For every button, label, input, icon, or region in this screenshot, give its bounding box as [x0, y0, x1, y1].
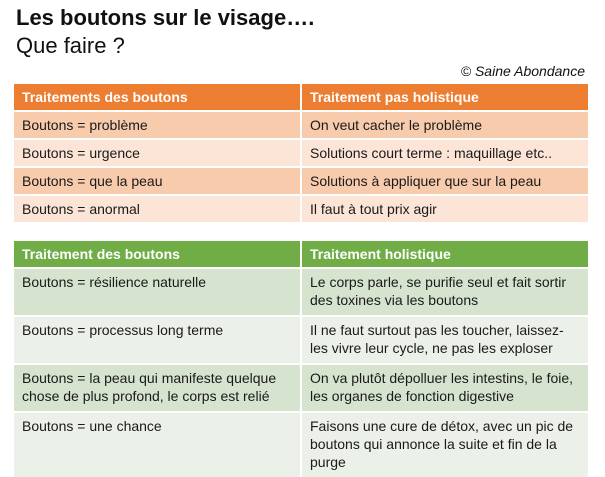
table-cell: Boutons = processus long terme — [14, 316, 301, 364]
table-cell: Boutons = résilience naturelle — [14, 268, 301, 316]
table-cell: Boutons = une chance — [14, 412, 301, 477]
table-cell: Il faut à tout prix agir — [301, 195, 588, 222]
copyright-notice: © Saine Abondance — [460, 63, 585, 79]
table-cell: Solutions à appliquer que sur la peau — [301, 167, 588, 195]
table-row — [14, 139, 588, 167]
table-header-row — [14, 84, 588, 111]
table-row — [14, 111, 588, 139]
table-row — [14, 412, 588, 477]
table-cell: Boutons = la peau qui manifeste quelque chose de plus profond, le corps est relié — [14, 364, 301, 412]
column-header: Traitement pas holistique — [301, 84, 588, 111]
holistic-treatment-table — [14, 241, 588, 477]
table-cell: Boutons = problème — [14, 111, 301, 139]
table-row — [14, 316, 588, 364]
column-header: Traitements des boutons — [14, 84, 301, 111]
page-title: Les boutons sur le visage…. — [16, 5, 315, 30]
table-cell: Le corps parle, se purifie seul et fait sortir des toxines via les boutons — [301, 268, 588, 316]
table-cell: Boutons = que la peau — [14, 167, 301, 195]
table-row — [14, 195, 588, 222]
table-cell: Boutons = anormal — [14, 195, 301, 222]
page-subtitle: Que faire ? — [16, 33, 125, 58]
table-row — [14, 268, 588, 316]
table-cell: On veut cacher le problème — [301, 111, 588, 139]
non-holistic-treatment-table — [14, 84, 588, 222]
table-cell: Boutons = urgence — [14, 139, 301, 167]
table-header-row — [14, 241, 588, 268]
table-row — [14, 167, 588, 195]
table-cell: Solutions court terme : maquillage etc.. — [301, 139, 588, 167]
column-header: Traitement des boutons — [14, 241, 301, 268]
table-cell: Faisons une cure de détox, avec un pic de boutons qui annonce la suite et fin de la purge — [301, 412, 588, 477]
table-row — [14, 364, 588, 412]
table-cell: On va plutôt dépolluer les intestins, le foie, les organes de fonction digestive — [301, 364, 588, 412]
table-cell: Il ne faut surtout pas les toucher, laissez-les vivre leur cycle, ne pas les exploser — [301, 316, 588, 364]
column-header: Traitement holistique — [301, 241, 588, 268]
